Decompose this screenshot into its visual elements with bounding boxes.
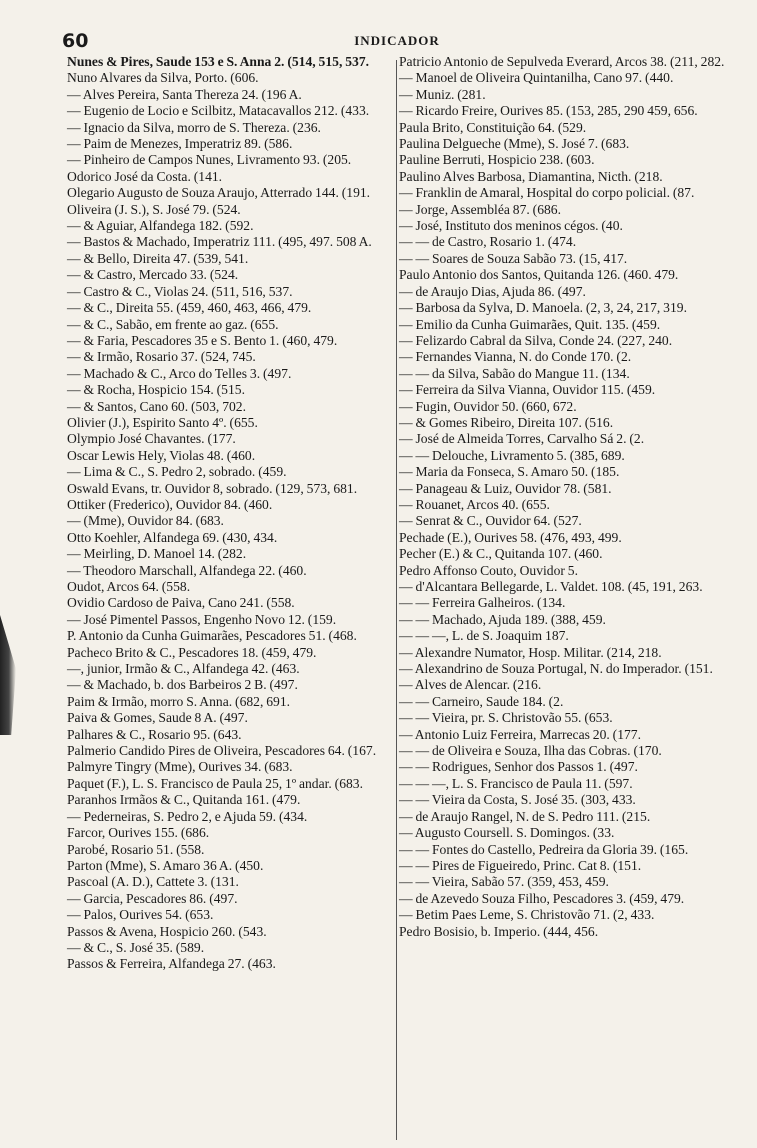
- directory-entry: Patricio Antonio de Sepulveda Everard, Arcos 38. (211, 282.: [399, 54, 725, 69]
- directory-entry: Pedro Bosisio, b. Imperio. (444, 456.: [399, 923, 599, 939]
- directory-entry: — — Vieira, Sabão 57. (359, 453, 459.: [399, 874, 609, 890]
- directory-entry: — Pederneiras, S. Pedro 2, e Ajuda 59. (434.: [67, 808, 308, 824]
- directory-entry: — Meirling, D. Manoel 14. (282.: [67, 546, 247, 562]
- directory-entry: — Betim Paes Leme, S. Christovão 71. (2, 433.: [399, 907, 655, 923]
- directory-entry: — Ferreira da Silva Vianna, Ouvidor 115. (459.: [399, 382, 656, 398]
- directory-entry: — Manoel de Oliveira Quintanilha, Cano 97. (440.: [399, 70, 674, 86]
- left-column: [67, 54, 394, 973]
- right-column: [399, 54, 739, 940]
- directory-entry: Olivier (J.), Espirito Santo 4º. (655.: [67, 414, 258, 430]
- directory-entry: — Rouanet, Arcos 40. (655.: [399, 496, 550, 512]
- page-number: 60: [62, 30, 89, 52]
- directory-entry: — — —, L. de S. Joaquim 187.: [399, 628, 569, 644]
- directory-entry: — de Araujo Dias, Ajuda 86. (497.: [399, 283, 586, 299]
- directory-entry: — Pinheiro de Campos Nunes, Livramento 93. (205.: [67, 152, 352, 168]
- directory-entry: — Eugenio de Locio e Scilbitz, Matacavallos 212. (433.: [67, 103, 370, 119]
- directory-entry: — Maria da Fonseca, S. Amaro 50. (185.: [399, 464, 620, 480]
- directory-entry: — Alves de Alencar. (216.: [399, 677, 542, 693]
- directory-entry: — Jorge, Assembléa 87. (686.: [399, 201, 561, 217]
- directory-entry: — Paim de Menezes, Imperatriz 89. (586.: [67, 136, 293, 152]
- directory-entry: Oswald Evans, tr. Ouvidor 8, sobrado. (129, 573, 681.: [67, 480, 358, 496]
- directory-entry: — (Mme), Ouvidor 84. (683.: [67, 513, 224, 529]
- directory-entry: — & Faria, Pescadores 35 e S. Bento 1. (460, 479.: [67, 332, 338, 348]
- directory-entry: Olegario Augusto de Souza Araujo, Atterrado 144. (191.: [67, 185, 371, 201]
- running-head: INDICADOR: [354, 33, 440, 48]
- directory-entry: — Antonio Luiz Ferreira, Marrecas 20. (177.: [399, 726, 641, 742]
- directory-entry: — Felizardo Cabral da Silva, Conde 24. (227, 240.: [399, 332, 673, 348]
- directory-entry: — — Fontes do Castello, Pedreira da Gloria 39. (165.: [399, 841, 689, 857]
- directory-entry: — — Soares de Souza Sabão 73. (15, 417.: [399, 250, 628, 266]
- directory-entry: — & Rocha, Hospicio 154. (515.: [67, 382, 245, 398]
- directory-entry: Oscar Lewis Hely, Violas 48. (460.: [67, 447, 256, 463]
- directory-entry: Olympio José Chavantes. (177.: [67, 431, 236, 447]
- directory-entry: — Muniz. (281.: [399, 86, 486, 102]
- directory-entry: — Emilio da Cunha Guimarães, Quit. 135. (459.: [399, 316, 661, 332]
- directory-entry: Parton (Mme), S. Amaro 36 A. (450.: [67, 857, 264, 873]
- directory-entry: — Barbosa da Sylva, D. Manoela. (2, 3, 24, 217, 319.: [399, 300, 687, 316]
- directory-entry: — José de Almeida Torres, Carvalho Sá 2. (2.: [399, 431, 645, 447]
- directory-entry: — & C., Direita 55. (459, 460, 463, 466, 479.: [67, 300, 312, 316]
- directory-entry: — — de Castro, Rosario 1. (474.: [399, 234, 577, 250]
- column-divider: [396, 60, 397, 1140]
- directory-entry: — Ricardo Freire, Ourives 85. (153, 285, 290 459, 656.: [399, 103, 698, 119]
- directory-entry: — & Santos, Cano 60. (503, 702.: [67, 398, 247, 414]
- directory-entry: Paulina Delgueche (Mme), S. José 7. (683.: [399, 136, 630, 152]
- directory-entry: — — Machado, Ajuda 189. (388, 459.: [399, 611, 606, 627]
- directory-entry: — Fugin, Ouvidor 50. (660, 672.: [399, 398, 577, 414]
- directory-entry: — & Bello, Direita 47. (539, 541.: [67, 250, 249, 266]
- directory-entry: Paulino Alves Barbosa, Diamantina, Nicth. (218.: [399, 168, 663, 184]
- directory-entry: — José Pimentel Passos, Engenho Novo 12. (159.: [67, 611, 337, 627]
- directory-entry: — Theodoro Marschall, Alfandega 22. (460.: [67, 562, 307, 578]
- directory-entry: — Alexandrino de Souza Portugal, N. do Imperador. (151.: [399, 661, 713, 677]
- binding-shadow: [0, 615, 16, 735]
- directory-entry: Palmyre Tingry (Mme), Ourives 34. (683.: [67, 759, 293, 775]
- directory-entry: — — Vieira da Costa, S. José 35. (303, 433.: [399, 792, 636, 808]
- directory-entry: — José, Instituto dos meninos cégos. (40.: [399, 218, 623, 234]
- directory-entry: Oudot, Arcos 64. (558.: [67, 579, 191, 594]
- directory-entry: — — Carneiro, Saude 184. (2.: [399, 693, 564, 709]
- directory-entry: — Fernandes Vianna, N. do Conde 170. (2.: [399, 349, 632, 365]
- directory-entry: — Panageau & Luiz, Ouvidor 78. (581.: [399, 480, 612, 496]
- directory-entry: — — da Silva, Sabão do Mangue 11. (134.: [399, 365, 630, 381]
- directory-entry: — & Castro, Mercado 33. (524.: [67, 267, 239, 283]
- directory-entry: Pecher (E.) & C., Quitanda 107. (460.: [399, 546, 603, 562]
- directory-entry: — Machado & C., Arco do Telles 3. (497.: [67, 365, 292, 381]
- directory-entry: — & Aguiar, Alfandega 182. (592.: [67, 218, 254, 234]
- directory-entry: — — Delouche, Livramento 5. (385, 689.: [399, 447, 625, 463]
- directory-entry: — Bastos & Machado, Imperatriz 111. (495, 497. 508 A.: [67, 234, 372, 250]
- directory-entry: — — Rodrigues, Senhor dos Passos 1. (497.: [399, 759, 638, 775]
- directory-entry: Pascoal (A. D.), Cattete 3. (131.: [67, 874, 239, 890]
- directory-entry: Pacheco Brito & C., Pescadores 18. (459, 479.: [67, 644, 317, 660]
- directory-entry: Ottiker (Frederico), Ouvidor 84. (460.: [67, 496, 273, 512]
- directory-entry: Nunes & Pires, Saude 153 e S. Anna 2. (514, 515, 537.: [67, 54, 370, 69]
- directory-entry: — — —, L. S. Francisco de Paula 11. (597.: [399, 775, 633, 791]
- directory-entry: — — de Oliveira e Souza, Ilha das Cobras. (170.: [399, 743, 662, 759]
- directory-entry: — Alves Pereira, Santa Thereza 24. (196 A.: [67, 86, 302, 102]
- directory-entry: — & C., Sabão, em frente ao gaz. (655.: [67, 316, 279, 332]
- directory-entry: — — Vieira, pr. S. Christovão 55. (653.: [399, 710, 613, 726]
- directory-entry: Paquet (F.), L. S. Francisco de Paula 25, 1º andar. (683.: [67, 775, 363, 791]
- directory-entry: P. Antonio da Cunha Guimarães, Pescadores 51. (468.: [67, 628, 357, 644]
- directory-entry: — — Pires de Figueiredo, Princ. Cat 8. (151.: [399, 857, 642, 873]
- directory-entry: —, junior, Irmão & C., Alfandega 42. (463.: [67, 661, 300, 677]
- directory-entry: — Lima & C., S. Pedro 2, sobrado. (459.: [67, 464, 287, 480]
- directory-entry: Paulo Antonio dos Santos, Quitanda 126. (460. 479.: [399, 267, 679, 283]
- directory-entry: — Franklin de Amaral, Hospital do corpo policial. (87.: [399, 185, 695, 201]
- directory-entry: Pechade (E.), Ourives 58. (476, 493, 499.: [399, 529, 622, 545]
- directory-entry: Pedro Affonso Couto, Ouvidor 5.: [399, 562, 578, 578]
- directory-entry: Farcor, Ourives 155. (686.: [67, 825, 210, 841]
- page-header: [62, 30, 732, 56]
- directory-entry: Passos & Avena, Hospicio 260. (543.: [67, 923, 267, 939]
- directory-entry: — & Irmão, Rosario 37. (524, 745.: [67, 349, 256, 365]
- directory-entry: Ovidio Cardoso de Paiva, Cano 241. (558.: [67, 595, 295, 611]
- directory-entry: — Palos, Ourives 54. (653.: [67, 907, 214, 923]
- directory-entry: — Castro & C., Violas 24. (511, 516, 537.: [67, 283, 293, 299]
- directory-entry: Passos & Ferreira, Alfandega 27. (463.: [67, 956, 276, 972]
- directory-entry: Paim & Irmão, morro S. Anna. (682, 691.: [67, 693, 291, 709]
- directory-entry: Parobé, Rosario 51. (558.: [67, 841, 205, 857]
- directory-entry: — — Ferreira Galheiros. (134.: [399, 595, 566, 611]
- directory-entry: Paranhos Irmãos & C., Quitanda 161. (479.: [67, 792, 301, 808]
- directory-entry: — & Gomes Ribeiro, Direita 107. (516.: [399, 414, 614, 430]
- directory-entry: Oliveira (J. S.), S. José 79. (524.: [67, 201, 241, 217]
- directory-entry: — Garcia, Pescadores 86. (497.: [67, 890, 238, 906]
- directory-entry: Nuno Alvares da Silva, Porto. (606.: [67, 70, 259, 86]
- directory-entry: Paiva & Gomes, Saude 8 A. (497.: [67, 710, 248, 726]
- directory-entry: — & Machado, b. dos Barbeiros 2 B. (497.: [67, 677, 298, 693]
- directory-entry: — d'Alcantara Bellegarde, L. Valdet. 108. (45, 191, 263.: [399, 579, 703, 594]
- directory-entry: Palmerio Candido Pires de Oliveira, Pescadores 64. (167.: [67, 743, 377, 759]
- directory-entry: — & C., S. José 35. (589.: [67, 939, 205, 955]
- directory-entry: — de Araujo Rangel, N. de S. Pedro 111. (215.: [399, 808, 651, 824]
- directory-entry: — Senrat & C., Ouvidor 64. (527.: [399, 513, 582, 529]
- directory-entry: — de Azevedo Souza Filho, Pescadores 3. (459, 479.: [399, 890, 685, 906]
- directory-entry: — Alexandre Numator, Hosp. Militar. (214, 218.: [399, 644, 662, 660]
- directory-entry: — Ignacio da Silva, morro de S. Thereza. (236.: [67, 119, 321, 135]
- directory-entry: Palhares & C., Rosario 95. (643.: [67, 726, 242, 742]
- directory-entry: Otto Koehler, Alfandega 69. (430, 434.: [67, 529, 278, 545]
- directory-entry: Odorico José da Costa. (141.: [67, 168, 223, 184]
- directory-entry: Paula Brito, Constituição 64. (529.: [399, 119, 587, 135]
- directory-entry: Pauline Berruti, Hospicio 238. (603.: [399, 152, 595, 168]
- directory-entry: — Augusto Coursell. S. Domingos. (33.: [399, 825, 615, 841]
